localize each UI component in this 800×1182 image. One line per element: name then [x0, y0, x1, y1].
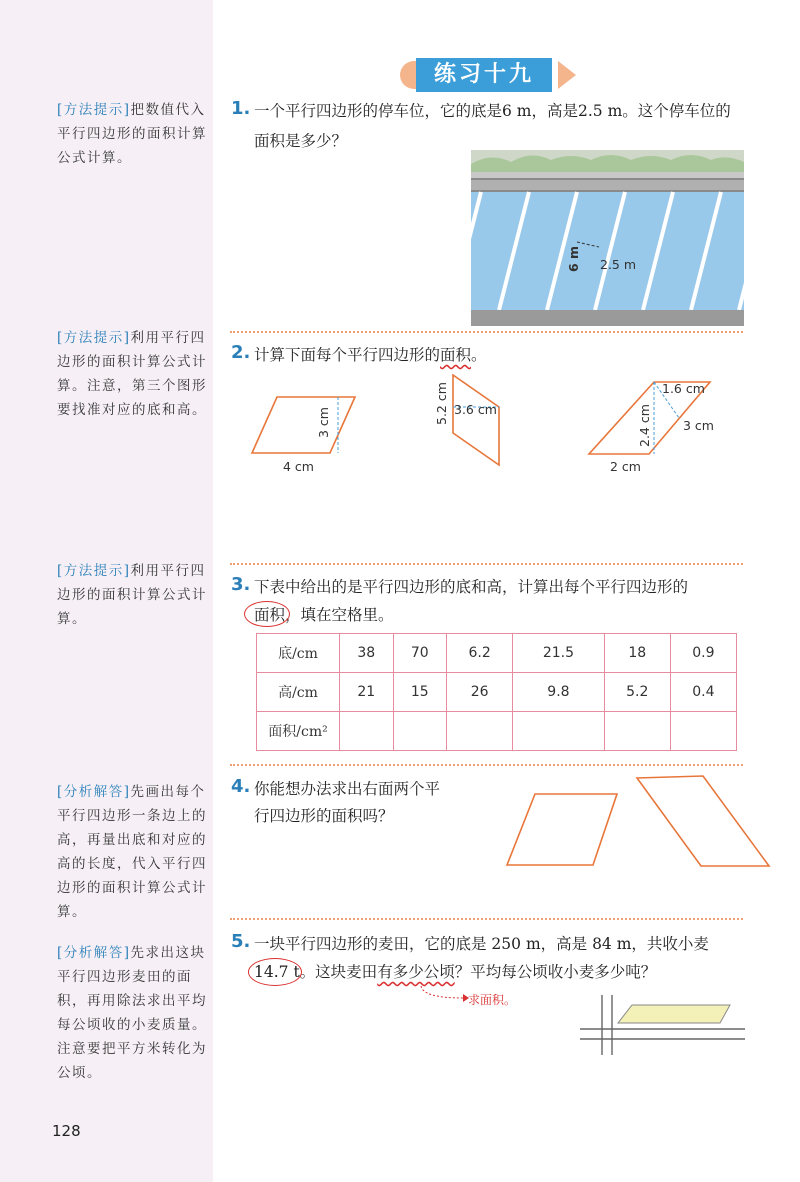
- answer-cell[interactable]: [604, 712, 670, 751]
- tip-3: [57, 559, 207, 631]
- tip-tag: [分析解答]: [57, 784, 131, 800]
- q3-table: [256, 633, 737, 751]
- divider: [230, 331, 743, 333]
- page-number: 128: [52, 1122, 81, 1140]
- q2-fig3-base: 2 cm: [610, 459, 641, 474]
- q4-line2: 行四边形的面积吗？: [254, 807, 394, 825]
- q2-fig1-base: 4 cm: [283, 459, 314, 474]
- parking-illustration: [471, 150, 744, 326]
- field-illustration: [580, 995, 745, 1055]
- q5-number: 5.: [231, 931, 251, 952]
- table-cell: 38: [340, 634, 394, 673]
- table-cell: 26: [447, 673, 513, 712]
- divider: [230, 563, 743, 565]
- tip-tag: [方法提示]: [57, 330, 131, 346]
- table-row: [257, 673, 737, 712]
- q4-number: 4.: [231, 776, 251, 797]
- q1-line1: 一个平行四边形的停车位，它的底是6 m，高是2.5 m。这个停车位的: [254, 102, 731, 120]
- q1-height-label: 2.5 m: [600, 257, 637, 272]
- q1-line2: 面积是多少？: [254, 132, 348, 150]
- q5-line2-c: ？平均每公顷收小麦多少吨？: [454, 963, 657, 981]
- table-cell: 21: [340, 673, 394, 712]
- q5-line2-b: 有多少公顷: [377, 963, 455, 981]
- divider: [230, 918, 743, 920]
- answer-cell[interactable]: [670, 712, 736, 751]
- answer-cell[interactable]: [340, 712, 394, 751]
- q4-figures: [505, 774, 775, 870]
- q5-circled: 14.7 t: [254, 963, 300, 981]
- tip-tag: [方法提示]: [57, 102, 131, 118]
- tip-4: [57, 780, 207, 924]
- q4-line1: 你能想办法求出右面两个平: [254, 780, 441, 798]
- title-banner: [400, 58, 576, 92]
- q3-number: 3.: [231, 574, 251, 595]
- tip-text: 先画出每个平行四边形一条边上的高，再量出底和对应的高的长度，代入平行四边形的面积计算公式计算。: [57, 784, 207, 920]
- tip-text: 把数值代入平行四边形的面积计算公式计算。: [57, 102, 207, 166]
- tip-2: [57, 326, 207, 422]
- tip-text: 利用平行四边形的面积计算公式计算。: [57, 563, 207, 627]
- table-header-cell: 高/cm: [257, 673, 340, 712]
- table-cell: 70: [393, 634, 447, 673]
- table-cell: 18: [604, 634, 670, 673]
- q1-base-label: 6 m: [566, 245, 581, 272]
- q2-fig3-height: 2.4 cm: [637, 404, 652, 447]
- table-cell: 6.2: [447, 634, 513, 673]
- q2-number: 2.: [231, 342, 251, 363]
- q3-line2-rest: ，填在空格里。: [285, 606, 394, 624]
- table-row: [257, 712, 737, 751]
- q3-circle-mark: [244, 601, 290, 627]
- table-cell: 15: [393, 673, 447, 712]
- tip-1: [57, 98, 207, 170]
- q1-number: 1.: [231, 98, 251, 119]
- note-arrow-icon: [415, 984, 470, 1006]
- table-cell: 0.9: [670, 634, 736, 673]
- q2-text-c: 。: [471, 346, 487, 364]
- tip-tag: [分析解答]: [57, 945, 131, 961]
- q5-circle-mark: [248, 958, 302, 986]
- tip-text: 利用平行四边形的面积计算公式计算。注意，第三个图形要找准对应的底和高。: [57, 330, 207, 418]
- q2-fig3-top: 1.6 cm: [662, 381, 705, 396]
- q5-note: 求面积。: [468, 993, 517, 1007]
- q3-circled: 面积: [254, 606, 286, 624]
- table-cell: 0.4: [670, 673, 736, 712]
- q5-line2-a: 。这块麦田: [299, 963, 378, 981]
- answer-cell[interactable]: [513, 712, 604, 751]
- q2-text: [254, 340, 487, 370]
- table-header-cell: 底/cm: [257, 634, 340, 673]
- answer-cell[interactable]: [447, 712, 513, 751]
- table-cell: 9.8: [513, 673, 604, 712]
- title-arrow-icon: [558, 61, 576, 89]
- q2-fig1-height: 3 cm: [316, 407, 331, 438]
- answer-cell[interactable]: [393, 712, 447, 751]
- divider: [230, 764, 743, 766]
- tip-text: 先求出这块平行四边形麦田的面积，再用除法求出平均每公顷收的小麦质量。注意要把平方米转化为公顷。: [57, 945, 207, 1081]
- q2-text-a: 计算下面每个平行四边形的: [254, 346, 441, 364]
- q2-fig2-height: 3.6 cm: [454, 402, 497, 417]
- page-title: 练习十九: [416, 58, 552, 92]
- table-row: [257, 634, 737, 673]
- q2-fig2-side: 5.2 cm: [434, 382, 449, 425]
- tip-tag: [方法提示]: [57, 563, 131, 579]
- q3-line1: 下表中给出的是平行四边形的底和高，计算出每个平行四边形的: [254, 578, 689, 596]
- q2-text-area: 面积: [440, 346, 472, 364]
- tip-5: [57, 941, 207, 1085]
- table-header-cell: 面积/cm²: [257, 712, 340, 751]
- table-cell: 5.2: [604, 673, 670, 712]
- q5-line2: [254, 957, 656, 987]
- q2-fig3-side: 3 cm: [683, 418, 714, 433]
- q5-line1: 一块平行四边形的麦田，它的底是 250 m，高是 84 m，共收小麦: [254, 935, 709, 953]
- table-cell: 21.5: [513, 634, 604, 673]
